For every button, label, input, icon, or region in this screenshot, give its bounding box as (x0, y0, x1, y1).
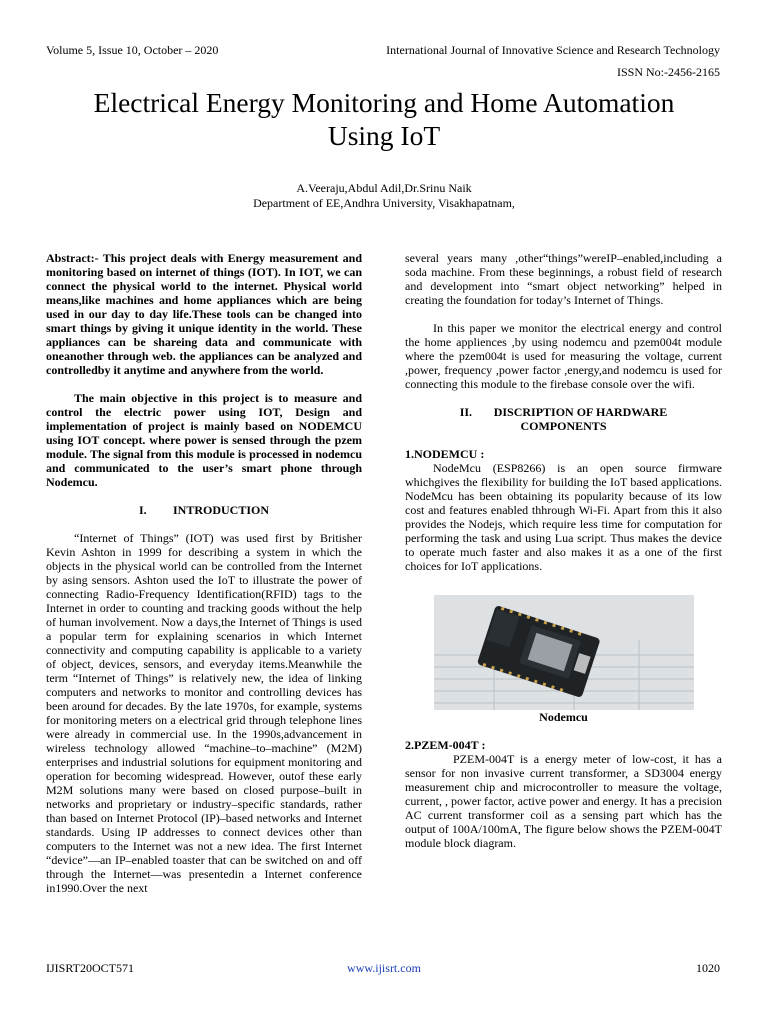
header-volume: Volume 5, Issue 10, October – 2020 (46, 43, 219, 57)
paper-scope-paragraph: In this paper we monitor the electrical energy and control the home appliences ,by using nodemcu and pzem004t module where the pzem004t is used for measuring the voltage, current ,power, frequency ,power factor ,energy,and nodemcu is used for connecting this module to the firebase console over the wifi. (405, 321, 722, 391)
subheading-nodemcu: 1.NODEMCU : (405, 447, 485, 461)
footer-page-number: 1020 (696, 961, 720, 975)
title-line-2: Using IoT (327, 120, 441, 151)
subheading-pzem: 2.PZEM-004T : (405, 738, 486, 752)
introduction-paragraph: “Internet of Things” (IOT) was used first by Britisher Kevin Ashton in 1999 for describing a system in which the objects in the physical world can be controlled from the Internet by asing sensors. Ashton used the IoT to illustrate the power of connecting Radio-Frequency Identification(RFID) tags to the Internet in order to counting and tracking goods without the help of human involvement. Now a days,the Internet of Things is used a popular term for explaining scenarios in which Internet connectivity and computing capability is applicable to a variety of object, devices, sensors, and everyday items.Meanwhile the term “Internet of Things” is relatively new, the idea of linking computers and networks to monitor and controlling devices has been around for decades. By the late 1970s, for example, systems for monitoring meters on a electrical grid through telephone lines were already in commercial use. In the 1990s,advancement in wireless technology allowed “machine–to–machine” (M2M) enterprises and industrial solutions for equipment monitoring and operation for becoming widespread. However, outof these early M2M solutions many were based on closed purpose–built in networks and proprietary or industry–specific standards, rather than based on Internet Protocol (IP)–based networks and Internet standards. Using IP addresses to connect devices other than computers to the Internet was not a new idea. The first Internet “device”—an IP–enabled toaster that can be switched on and off through the Internet—was presentedin a Internet conference in1990.Over the next (46, 531, 362, 895)
section-number: I. (138, 503, 147, 517)
section-heading-hardware (405, 405, 722, 433)
header-issn: ISSN No:-2456-2165 (616, 65, 720, 79)
nodemcu-board-image (434, 595, 694, 710)
footer-url[interactable]: www.ijisrt.com (347, 961, 421, 975)
footer-code: IJISRT20OCT571 (46, 961, 134, 975)
nodemcu-figure (434, 595, 694, 710)
right-column (405, 251, 722, 850)
section-title: INTRODUCTION (172, 503, 269, 517)
authors: A.Veeraju,Abdul Adil,Dr.Srinu Naik (296, 181, 472, 195)
continued-paragraph: several years many ,other“things”wereIP–enabled,including a soda machine. From these beginnings, a robust field of research and development into “smart object networking” helped in creating the foundation for today’s Internet of Things. (405, 251, 722, 307)
figure-caption: Nodemcu (539, 710, 588, 724)
title-line-1: Electrical Energy Monitoring and Home Automation (93, 87, 675, 118)
paper-title (0, 86, 768, 152)
section-title-line-1: DISCRIPTION OF HARDWARE (493, 405, 668, 419)
section-number: II. (459, 405, 473, 419)
abstract: Abstract:- This project deals with Energy measurement and monitoring based on internet of things (IOT). In IOT, we can connect the physical world to the internet. Physical world means,like machines and home appliances which are being used in our day to day life.These tools can be changed into smart things by giving it unique identity in the world. These appliances can be shareing data and communicate with oneanother through web. the appliances can be analyzed and controlledby it anytime and anywhere from the world. (46, 251, 362, 377)
objective-paragraph: The main objective in this project is to measure and control the electric power using IOT, Design and implementation of project is mainly based on NODEMCU using IOT concept. where power is sensed through the pzem module. The signal from this module is processed in nodemcu and communicated to the user’s smart phone through Nodemcu. (46, 391, 362, 489)
affiliation: Department of EE,Andhra University, Visakhapatnam, (253, 196, 515, 210)
pzem-paragraph: PZEM-004T is a energy meter of low-cost, it has a sensor for non invasive current transformer, a SD3004 energy measurement chip and microcontroller to measure the voltage, current, , power factor, active power and energy. It has a precision AC current transformer coil as a sensing part which has the output of 100A/100mA, The figure below shows the PZEM-004T module block diagram. (405, 752, 722, 850)
left-column (46, 251, 362, 895)
author-block (0, 181, 768, 211)
section-title-line-2: COMPONENTS (520, 419, 607, 433)
nodemcu-paragraph: NodeMcu (ESP8266) is an open source firmware whichgives the flexibility for building the IoT based applications. NodeMcu has been obtaining its popularity because of its low cost and features enabled thhrough Wi-Fi. Apart from this it also provides the Nodejs, which require less time for computation for performing the task and using Lua script. Thus makes the device to operate much faster and also makes it as a one of the first choices for IoT applications. (405, 461, 722, 573)
section-heading-introduction (46, 503, 362, 517)
header-journal: International Journal of Innovative Science and Research Technology (386, 43, 720, 57)
